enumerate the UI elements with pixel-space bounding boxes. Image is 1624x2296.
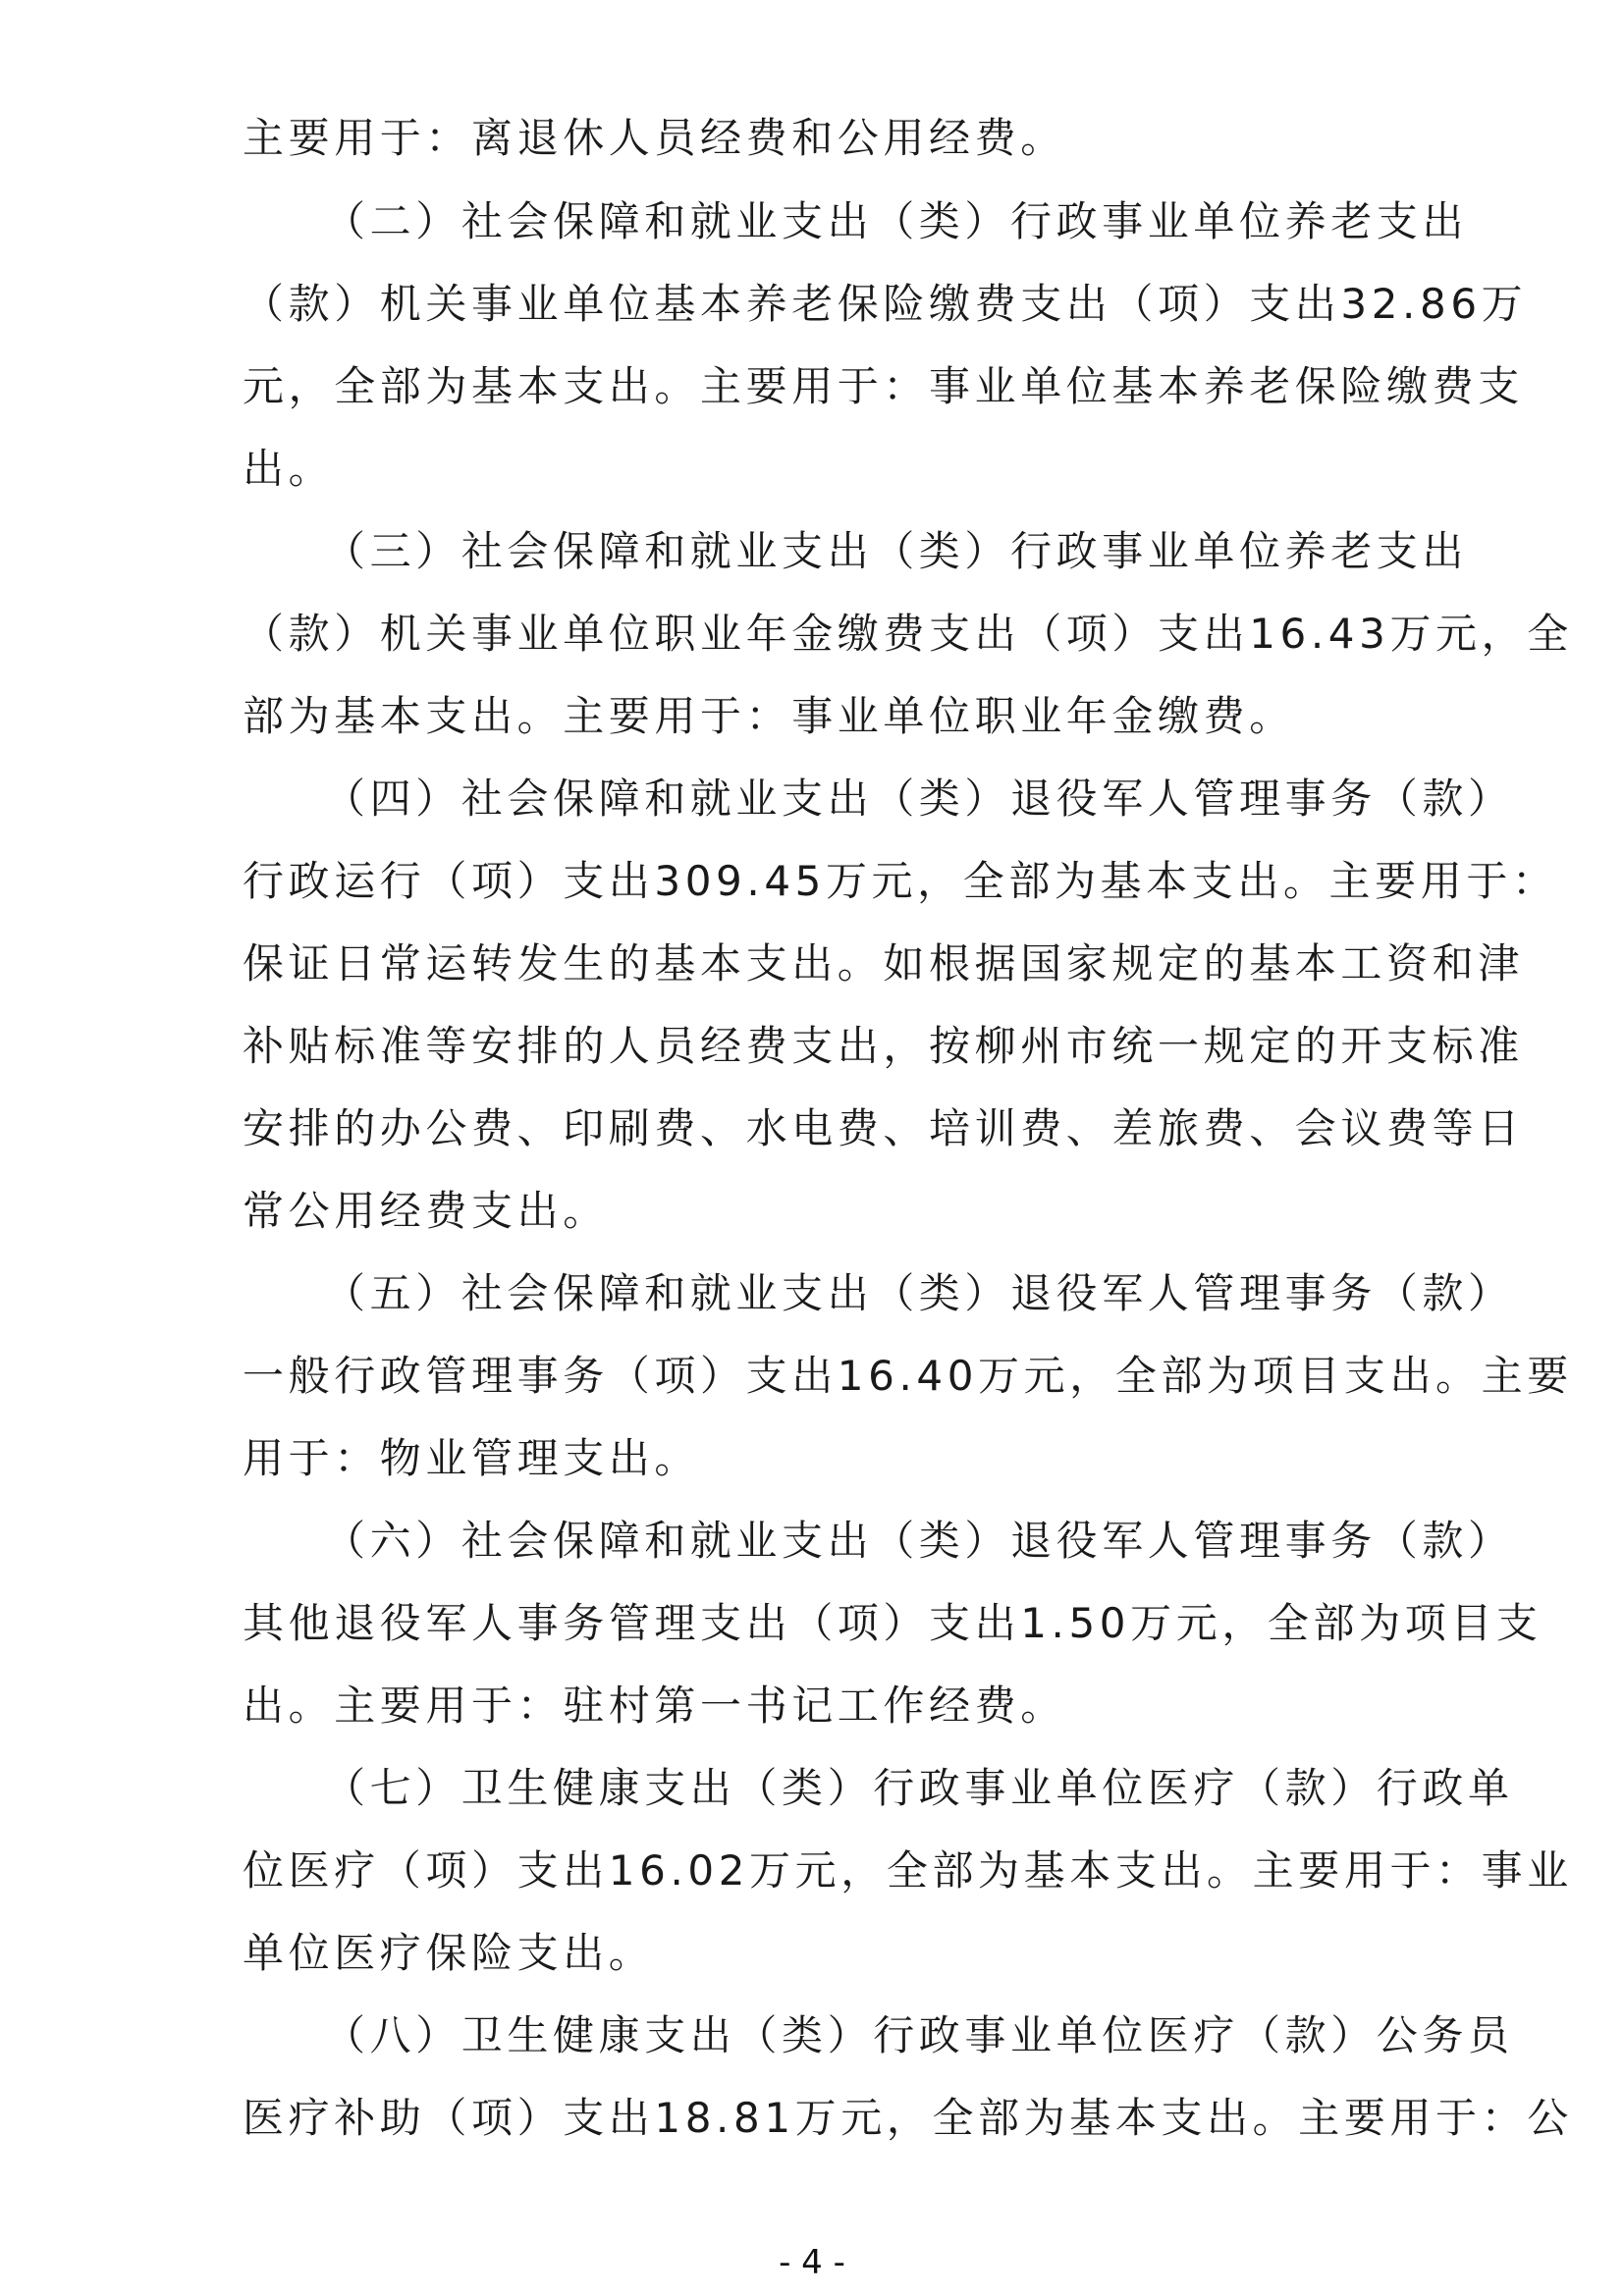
text-line: 位医疗（项）支出16.02万元，全部为基本支出。主要用于：事业 [243,1846,1573,1895]
text-line: 主要用于：离退休人员经费和公用经费。 [243,114,1066,162]
page-number: - 4 - [779,2243,845,2282]
text-line: 出。主要用于：驻村第一书记工作经费。 [243,1682,1066,1730]
text-line: 保证日常运转发生的基本支出。如根据国家规定的基本工资和津 [243,939,1524,988]
text-line: （七）卫生健康支出（类）行政事业单位医疗（款）行政单 [324,1764,1514,1812]
text-line: （二）社会保障和就业支出（类）行政事业单位养老支出 [324,197,1469,245]
text-line: 行政运行（项）支出309.45万元，全部为基本支出。主要用于： [243,857,1558,905]
text-line: 部为基本支出。主要用于：事业单位职业年金缴费。 [243,692,1295,740]
text-line: 常公用经费支出。 [243,1187,609,1235]
text-line: （八）卫生健康支出（类）行政事业单位医疗（款）公务员 [324,2011,1514,2059]
text-line: 补贴标准等安排的人员经费支出，按柳州市统一规定的开支标准 [243,1022,1524,1070]
text-line: 用于：物业管理支出。 [243,1434,701,1482]
text-line: 出。 [243,445,335,493]
text-line: （三）社会保障和就业支出（类）行政事业单位养老支出 [324,527,1469,575]
text-line: （四）社会保障和就业支出（类）退役军人管理事务（款） [324,774,1514,823]
text-line: （款）机关事业单位职业年金缴费支出（项）支出16.43万元，全 [243,610,1573,658]
text-line: 元，全部为基本支出。主要用于：事业单位基本养老保险缴费支 [243,362,1524,410]
text-line: 安排的办公费、印刷费、水电费、培训费、差旅费、会议费等日 [243,1104,1524,1152]
text-line: 其他退役军人事务管理支出（项）支出1.50万元，全部为项目支 [243,1599,1543,1647]
text-line: （五）社会保障和就业支出（类）退役军人管理事务（款） [324,1269,1514,1317]
text-line: 单位医疗保险支出。 [243,1929,655,1977]
text-line: 医疗补助（项）支出18.81万元，全部为基本支出。主要用于：公 [243,2094,1573,2142]
text-line: （款）机关事业单位基本养老保险缴费支出（项）支出32.86万 [243,280,1528,328]
text-line: （六）社会保障和就业支出（类）退役军人管理事务（款） [324,1517,1514,1565]
text-line: 一般行政管理事务（项）支出16.40万元，全部为项目支出。主要 [243,1352,1573,1400]
